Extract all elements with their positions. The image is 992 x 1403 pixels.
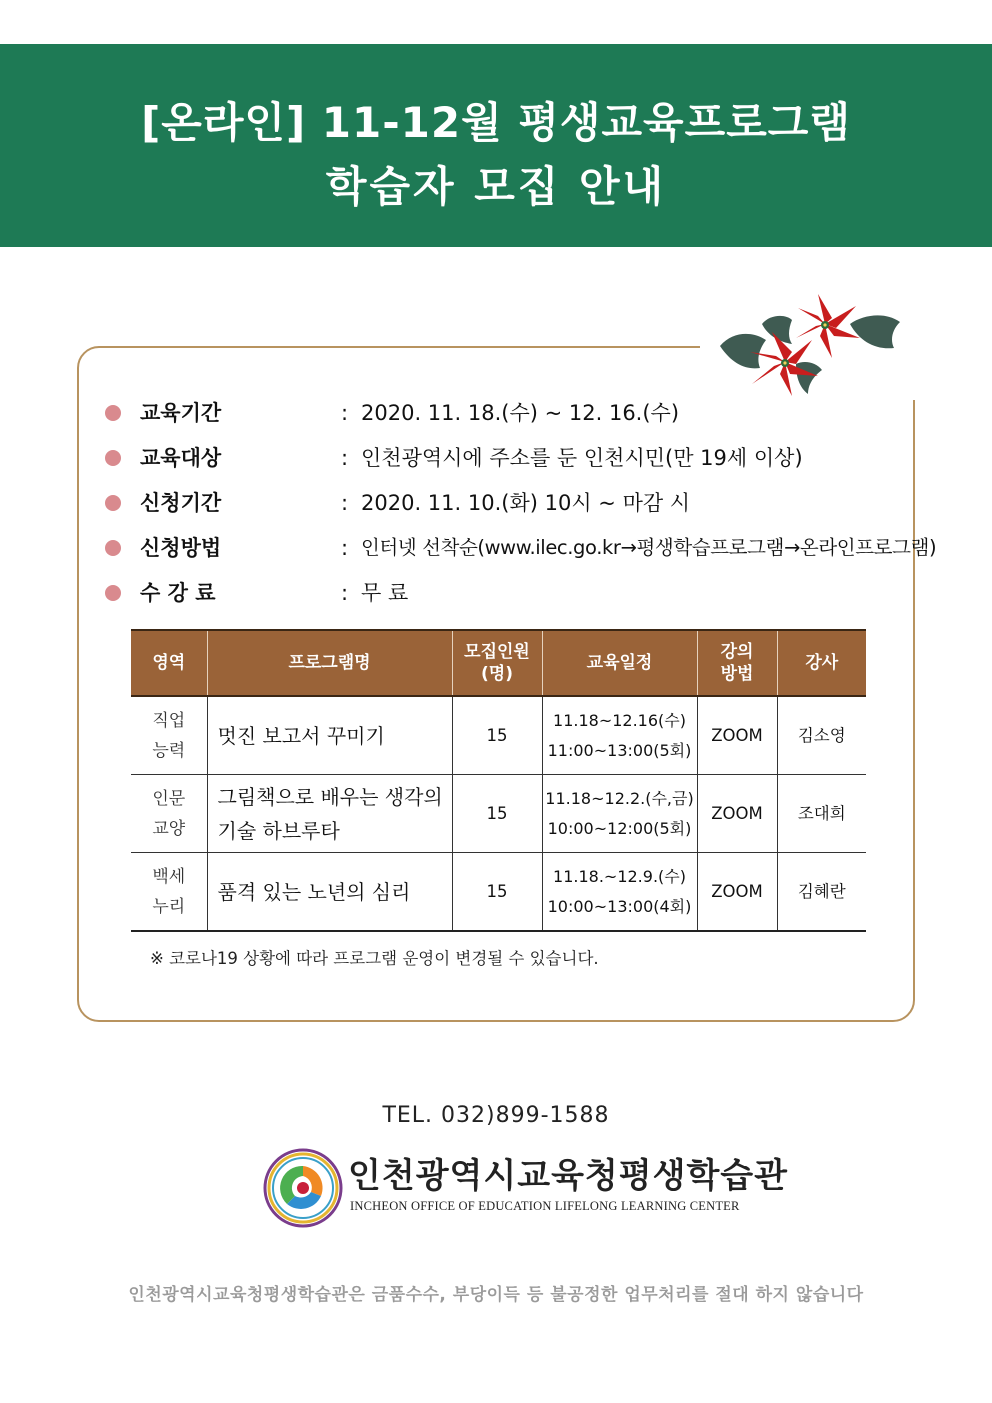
integrity-statement: 인천광역시교육청평생학습관은 금품수수, 부당이득 등 불공정한 업무처리를 절대 하지 않습니다 — [128, 1285, 864, 1305]
info-row-target — [105, 439, 905, 484]
cell-program-name: 품격 있는 노년의 심리 — [207, 853, 452, 932]
page-title-line1: [온라인] 11-12월 평생교육프로그램 — [141, 98, 851, 147]
table-row — [131, 696, 866, 775]
info-label: 수 강 료 — [140, 581, 216, 605]
bullet-icon — [105, 405, 121, 421]
header-program: 프로그램명 — [207, 630, 452, 696]
info-separator: : — [341, 536, 349, 560]
bullet-icon — [105, 585, 121, 601]
org-name-english: INCHEON OFFICE OF EDUCATION LIFELONG LEARNING CENTER — [350, 1199, 740, 1213]
contact-phone: TEL. 032)899-1588 — [382, 1103, 610, 1128]
institution-emblem-icon — [263, 1148, 343, 1228]
cell-teacher: 김소영 — [777, 696, 866, 775]
title-banner — [0, 44, 992, 247]
bullet-icon — [105, 450, 121, 466]
page-title-line2: 학습자 모집 안내 — [325, 162, 667, 211]
header-capacity: 모집인원 (명) — [452, 630, 542, 696]
table-row — [131, 853, 866, 932]
cell-field: 인문 교양 — [131, 775, 207, 853]
header-method: 강의 방법 — [697, 630, 777, 696]
header-teacher: 강사 — [777, 630, 866, 696]
info-row-period — [105, 394, 905, 439]
covid-notice: ※ 코로나19 상황에 따라 프로그램 운영이 변경될 수 있습니다. — [150, 949, 599, 968]
info-list — [105, 394, 937, 619]
info-separator: : — [341, 401, 349, 425]
info-value: 2020. 11. 10.(화) 10시 ~ 마감 시 — [361, 491, 691, 515]
info-label: 신청방법 — [140, 536, 222, 560]
cell-field: 직업 능력 — [131, 696, 207, 775]
poinsettia-icon — [700, 284, 922, 400]
info-row-fee — [105, 574, 905, 619]
bullet-icon — [105, 495, 121, 511]
cell-capacity: 15 — [452, 696, 542, 775]
header-schedule: 교육일정 — [542, 630, 697, 696]
cell-schedule: 11.18~12.2.(수,금) 10:00~12:00(5회) — [542, 775, 697, 853]
info-value: 무 료 — [361, 581, 409, 605]
cell-capacity: 15 — [452, 775, 542, 853]
cell-field: 백세 누리 — [131, 853, 207, 932]
cell-method: ZOOM — [697, 775, 777, 853]
info-separator: : — [341, 446, 349, 470]
org-name-korean: 인천광역시교육청평생학습관 — [348, 1156, 788, 1196]
cell-schedule: 11.18~12.16(수) 11:00~13:00(5회) — [542, 696, 697, 775]
header-field: 영역 — [131, 630, 207, 696]
info-value: 2020. 11. 18.(수) ~ 12. 16.(수) — [361, 401, 680, 425]
info-value: 인천광역시에 주소를 둔 인천시민(만 19세 이상) — [361, 446, 803, 470]
info-separator: : — [341, 491, 349, 515]
cell-method: ZOOM — [697, 696, 777, 775]
cell-program-name: 멋진 보고서 꾸미기 — [207, 696, 452, 775]
cell-program-name: 그림책으로 배우는 생각의 기술 하브루타 — [207, 775, 452, 853]
info-label: 신청기간 — [140, 491, 222, 515]
info-label: 교육기간 — [140, 401, 222, 425]
program-table — [131, 629, 866, 932]
cell-method: ZOOM — [697, 853, 777, 932]
cell-schedule: 11.18.~12.9.(수) 10:00~13:00(4회) — [542, 853, 697, 932]
info-label: 교육대상 — [140, 446, 222, 470]
info-separator: : — [341, 581, 349, 605]
cell-teacher: 조대희 — [777, 775, 866, 853]
cell-capacity: 15 — [452, 853, 542, 932]
bullet-icon — [105, 540, 121, 556]
table-header-row — [131, 630, 866, 696]
table-row — [131, 775, 866, 853]
info-value: 인터넷 선착순(www.ilec.go.kr→평생학습프로그램→온라인프로그램) — [361, 536, 937, 559]
cell-teacher: 김혜란 — [777, 853, 866, 932]
info-row-apply-method — [105, 529, 937, 574]
info-row-apply-period — [105, 484, 905, 529]
